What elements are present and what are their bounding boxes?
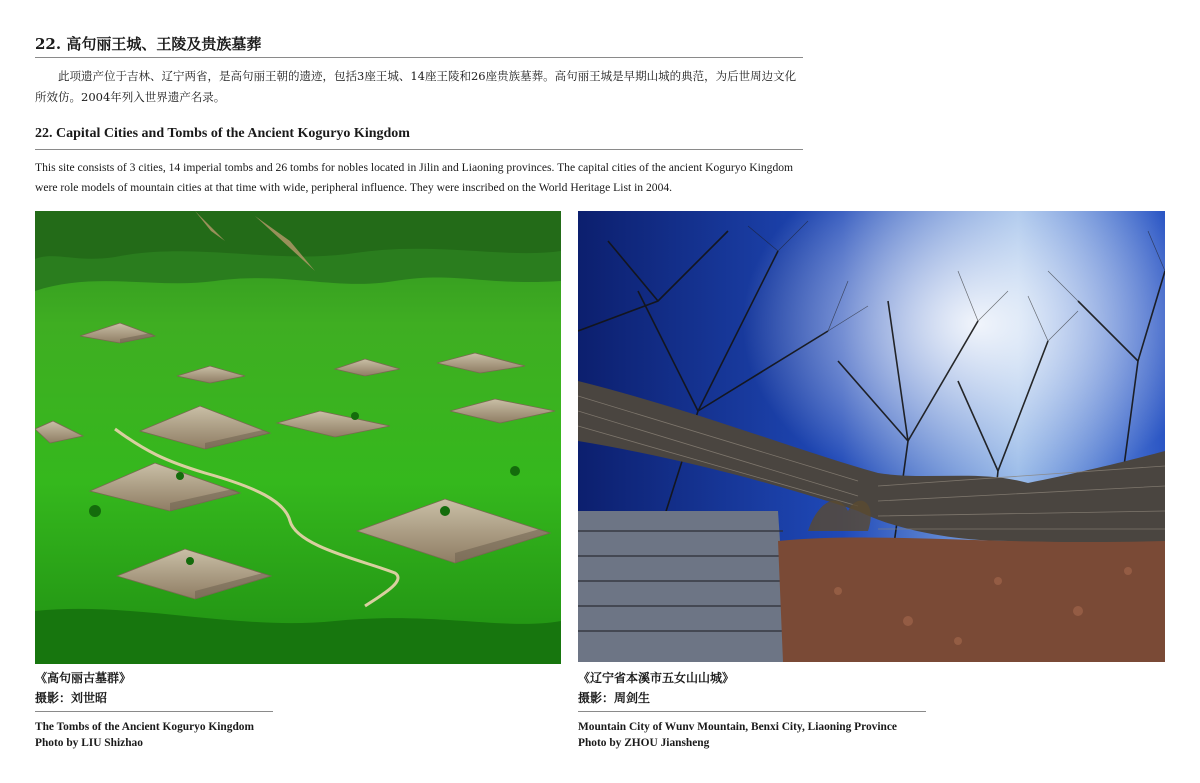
section-title-cn: 22. 高句丽王城、王陵及贵族墓葬	[35, 35, 262, 53]
photo-caption-cn-left: 《高句丽古墓群》	[35, 671, 132, 685]
section-description-en: This site consists of 3 cities, 14 imperial tombs and 26 tombs for nobles located in Jilin and Liaoning provinces. The capital cities of the ancient Koguryo Kingdom were role models of mountain cities at that time with wide, peripheral influence. They were inscribed on the World Heritage List in 2004.	[35, 161, 794, 194]
photo-credit-cn-left: 摄影：刘世昭	[35, 691, 108, 705]
title-en-divider	[35, 149, 803, 150]
photo-caption-cn-right: 《辽宁省本溪市五女山山城》	[578, 671, 735, 685]
caption-divider-right	[578, 711, 926, 712]
title-cn-divider	[35, 57, 803, 58]
koguryo-tombs-illustration	[35, 211, 561, 664]
wunv-mountain-illustration	[578, 211, 1165, 662]
photo-caption-en-right: Mountain City of Wunv Mountain, Benxi City, Liaoning Province	[578, 721, 897, 733]
photo-wunv-mountain-city	[578, 211, 1165, 662]
photo-koguryo-tombs	[35, 211, 561, 664]
section-title-en: 22. Capital Cities and Tombs of the Ancient Koguryo Kingdom	[35, 126, 410, 141]
caption-divider-left	[35, 711, 273, 712]
photo-caption-en-left: The Tombs of the Ancient Koguryo Kingdom	[35, 721, 254, 733]
section-description-cn: 此项遗产位于吉林、辽宁两省，是高句丽王朝的遗迹，包括3座王城、14座王陵和26座贵族墓葬。高句丽王城是早期山城的典范，为后世周边文化所效仿。2004年列入世界遗产名录。	[35, 69, 797, 104]
photo-credit-cn-right: 摄影：周剑生	[578, 691, 651, 705]
photo-credit-en-left: Photo by LIU Shizhao	[35, 737, 143, 749]
photo-credit-en-right: Photo by ZHOU Jiansheng	[578, 737, 710, 749]
